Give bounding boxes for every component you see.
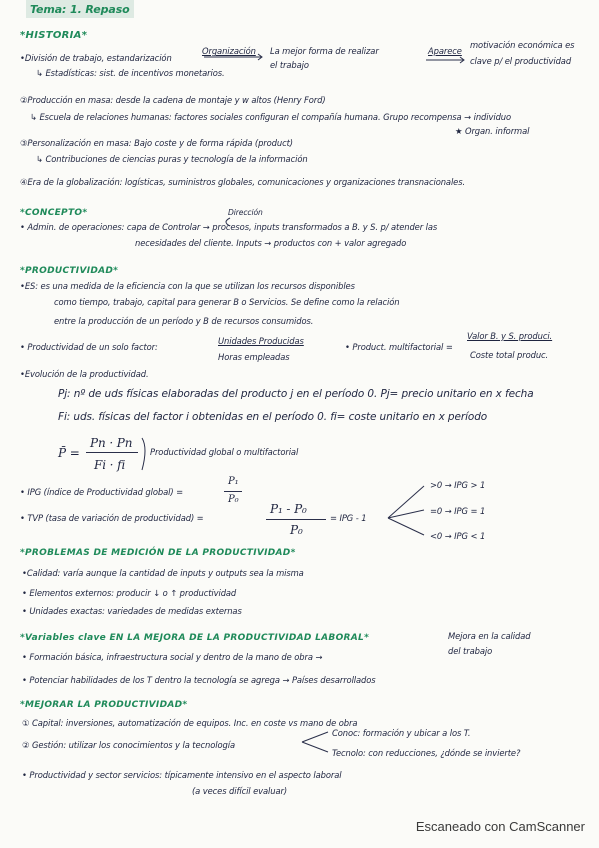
arrow-lt0 bbox=[388, 518, 424, 535]
historia-organ-informal: ★ Organ. informal bbox=[455, 126, 530, 136]
historia-mejor-forma: La mejor forma de realizar bbox=[270, 46, 379, 56]
concepto-arrow bbox=[226, 218, 230, 226]
concepto-line-1: • Admin. de operaciones: capa de Controlar → procesos, inputs transformados a B. y S. p/ atender las bbox=[20, 222, 438, 232]
formula-p-note: Productividad global o multifactorial bbox=[150, 447, 299, 457]
mejorar-conoc: Conoc: formación y ubicar a los T. bbox=[332, 728, 471, 738]
tvp-result: = IPG - 1 bbox=[330, 513, 367, 523]
productividad-heading: *PRODUCTIVIDAD* bbox=[20, 266, 119, 276]
historia-aparece: Aparece bbox=[428, 46, 462, 56]
historia-line-2: ↳ Estadísticas: sist. de incentivos monetarios. bbox=[36, 68, 225, 78]
historia-line-6: ↳ Contribuciones de ciencias puras y tecnología de la información bbox=[36, 154, 308, 164]
productividad-multifactorial: • Product. multifactorial = bbox=[345, 342, 453, 352]
productividad-horas: Horas empleadas bbox=[218, 352, 290, 362]
mejorar-tecnolo: Tecnolo: con reducciones, ¿dónde se invierte? bbox=[332, 748, 521, 758]
ipg-num: P₁ bbox=[228, 476, 239, 487]
arrow-conoc bbox=[302, 732, 328, 742]
productividad-coste: Coste total produc. bbox=[470, 350, 549, 360]
historia-line-7: ④Era de la globalización: logísticas, suministros globales, comunicaciones y organizaciones transnacionales. bbox=[20, 177, 466, 187]
formula-p-num: Pn · Pn bbox=[90, 436, 133, 450]
mejorar-servicios: • Productividad y sector servicios: típicamente intensivo en el aspecto laboral bbox=[22, 770, 342, 780]
mejorar-evaluar: (a veces difícil evaluar) bbox=[192, 786, 288, 796]
variables-mejora: Mejora en la calidad bbox=[448, 631, 531, 641]
historia-el-trabajo: el trabajo bbox=[270, 60, 309, 70]
productividad-evolucion: •Evolución de la productividad. bbox=[20, 369, 149, 379]
productividad-line-2: como tiempo, trabajo, capital para generar B o Servicios. Se define como la relación bbox=[54, 297, 400, 307]
historia-line-1: •División de trabajo, estandarización bbox=[20, 53, 172, 63]
historia-clave: clave p/ el productividad bbox=[470, 56, 572, 66]
historia-motivacion: motivación económica es bbox=[470, 40, 575, 50]
mejorar-gestion: ② Gestión: utilizar los conocimientos y la tecnología bbox=[22, 740, 235, 750]
variables-heading: *Variables clave EN LA MEJORA DE LA PRODUCTIVIDAD LABORAL* bbox=[20, 633, 370, 643]
variables-line-1: • Formación básica, infraestructura social y dentro de la mano de obra → bbox=[22, 652, 323, 662]
page-title: Tema: 1. Repaso bbox=[30, 3, 130, 16]
problemas-line-3: • Unidades exactas: variedades de medidas externas bbox=[22, 606, 242, 616]
formula-p-lhs: P̄ = bbox=[58, 446, 80, 460]
concepto-line-2: necesidades del cliente. Inputs → productos con + valor agregado bbox=[135, 238, 407, 248]
variables-del-trabajo: del trabajo bbox=[448, 646, 493, 656]
camscanner-footer: Escaneado con CamScanner bbox=[415, 819, 585, 834]
problemas-line-1: •Calidad: varía aunque la cantidad de inputs y outputs sea la misma bbox=[22, 568, 304, 578]
productividad-single-factor: • Productividad de un solo factor: bbox=[20, 342, 158, 352]
case-lt0: <0 → IPG < 1 bbox=[430, 531, 486, 541]
formula-brace bbox=[142, 438, 145, 470]
arrow-eq0 bbox=[388, 510, 424, 518]
case-eq0: =0 → IPG = 1 bbox=[430, 506, 486, 516]
tvp-den: P₀ bbox=[290, 523, 303, 537]
case-gt0: >0 → IPG > 1 bbox=[430, 480, 486, 490]
historia-line-3: ②Producción en masa: desde la cadena de montaje y w altos (Henry Ford) bbox=[20, 95, 326, 105]
concepto-heading: *CONCEPTO* bbox=[20, 208, 88, 218]
ipg-label: • IPG (índice de Productividad global) = bbox=[20, 487, 184, 497]
productividad-valor: Valor B. y S. produci. bbox=[467, 331, 553, 341]
productividad-fi: Fi: uds. físicas del factor i obtenidas en el período 0. fi= coste unitario en x período bbox=[58, 411, 488, 423]
productividad-line-3: entre la producción de un período y B de recursos consumidos. bbox=[54, 316, 314, 326]
tvp-label: • TVP (tasa de variación de productividad) = bbox=[20, 513, 204, 523]
variables-line-2: • Potenciar habilidades de los T dentro la tecnología se agrega → Países desarrollados bbox=[22, 675, 376, 685]
productividad-pj: Pj: nº de uds físicas elaboradas del producto j en el período 0. Pj= precio unitario en x fecha bbox=[58, 388, 534, 400]
arrow-gt0 bbox=[388, 486, 424, 518]
ipg-den: P₀ bbox=[228, 494, 239, 505]
formula-p-den: Fi · fi bbox=[94, 458, 126, 472]
historia-organizacion: Organización bbox=[202, 46, 256, 56]
historia-line-5: ③Personalización en masa: Bajo coste y de forma rápida (product) bbox=[20, 138, 293, 148]
tvp-num: P₁ - P₀ bbox=[270, 502, 307, 516]
mejorar-capital: ① Capital: inversiones, automatización de equipos. Inc. en coste vs mano de obra bbox=[22, 718, 358, 728]
concepto-direccion: Dirección bbox=[228, 208, 263, 217]
historia-heading: *HISTORIA* bbox=[20, 30, 88, 41]
problemas-line-2: • Elementos externos: producir ↓ o ↑ productividad bbox=[22, 588, 237, 598]
mejorar-heading: *MEJORAR LA PRODUCTIVIDAD* bbox=[20, 700, 188, 710]
productividad-unidades: Unidades Producidas bbox=[218, 336, 304, 346]
problemas-heading: *PROBLEMAS DE MEDICIÓN DE LA PRODUCTIVIDAD* bbox=[20, 548, 296, 558]
historia-line-4: ↳ Escuela de relaciones humanas: factores sociales configuran el compañía humana. Grupo recompensa → individuo bbox=[30, 112, 512, 122]
arrow-tecnolo bbox=[302, 742, 328, 752]
productividad-line-1: •ES: es una medida de la eficiencia con la que se utilizan los recursos disponibles bbox=[20, 281, 355, 291]
